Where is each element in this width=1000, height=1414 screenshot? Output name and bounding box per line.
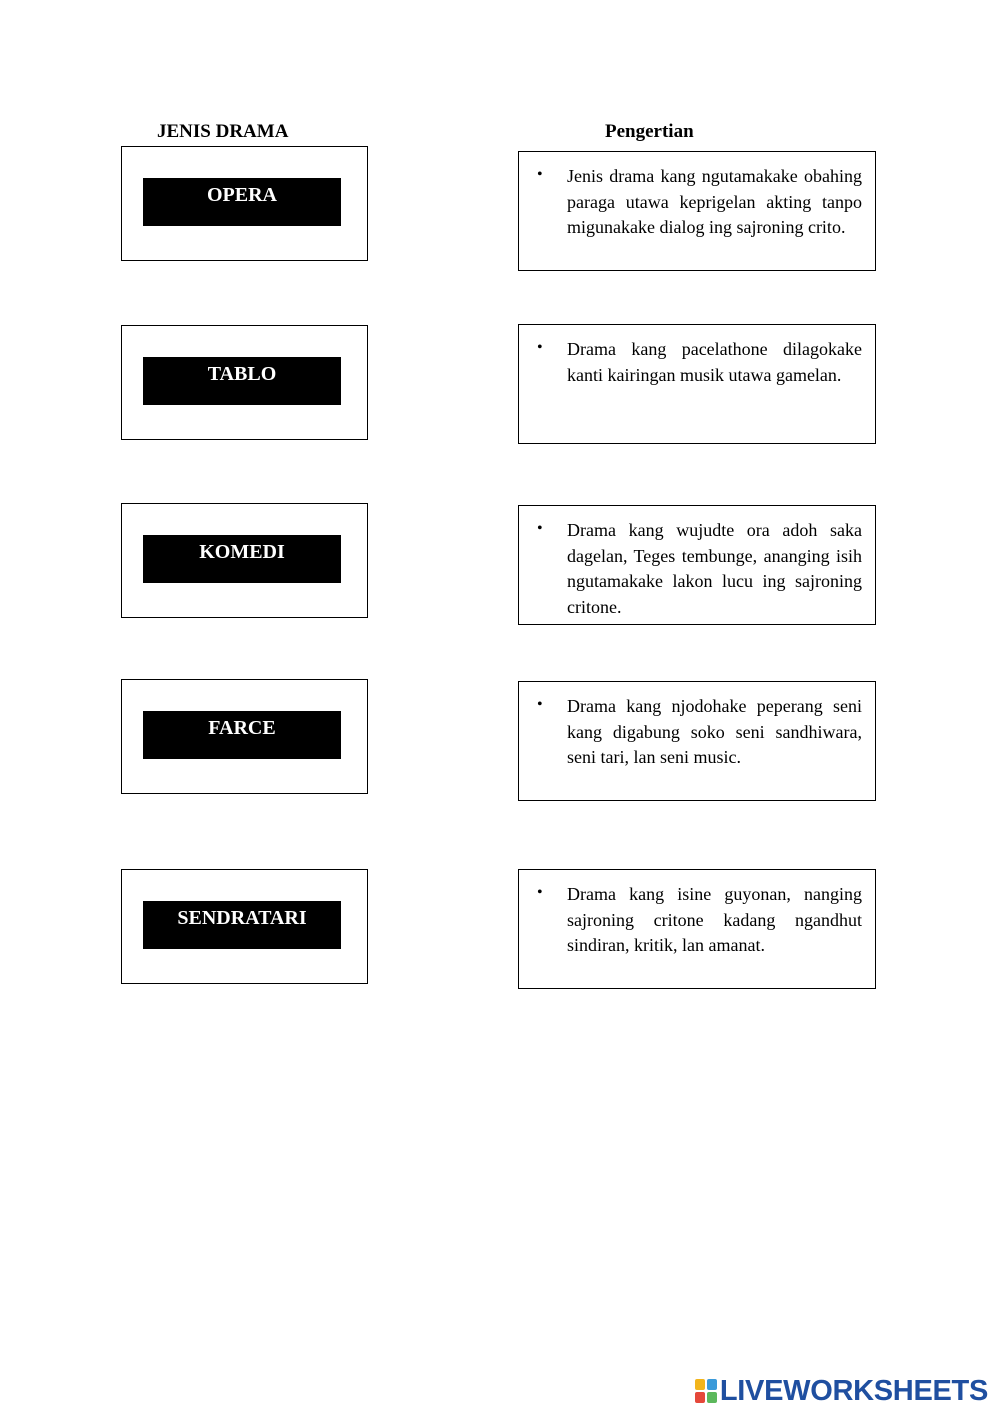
definition-text: Drama kang njodohake peperang seni kang digabung soko seni sandhiwara, seni tari, lan seni music.: [567, 696, 862, 767]
term-box-komedi[interactable]: [121, 503, 368, 618]
term-label[interactable]: TABLO: [143, 357, 341, 405]
definition-text: Drama kang isine guyonan, nanging sajroning critone kadang ngandhut sindiran, kritik, lan amanat.: [567, 884, 862, 955]
bullet-icon: •: [537, 520, 543, 537]
logo-square: [707, 1379, 717, 1390]
definition-box-2[interactable]: [518, 324, 876, 444]
logo-square: [695, 1392, 705, 1403]
definition-text: Drama kang pacelathone dilagokake kanti kairingan musik utawa gamelan.: [567, 339, 862, 385]
term-label[interactable]: FARCE: [143, 711, 341, 759]
definition-text: Jenis drama kang ngutamakake obahing paraga utawa keprigelan akting tanpo migunakake dialog ing sajroning crito.: [567, 166, 862, 237]
watermark-text: LIVEWORKSHEETS: [719, 1375, 988, 1407]
column-header-jenis-drama: JENIS DRAMA: [157, 121, 289, 142]
definition-text: Drama kang wujudte ora adoh saka dagelan, Teges tembunge, ananging isih ngutamakake lakon lucu ing sajroning critone.: [567, 520, 862, 617]
term-label[interactable]: KOMEDI: [143, 535, 341, 583]
term-box-sendratari[interactable]: [121, 869, 368, 984]
term-label[interactable]: SENDRATARI: [143, 901, 341, 949]
term-box-opera[interactable]: [121, 146, 368, 261]
term-label[interactable]: OPERA: [143, 178, 341, 226]
definition-box-3[interactable]: [518, 505, 876, 625]
liveworksheets-logo-icon: [695, 1379, 717, 1403]
bullet-icon: •: [537, 166, 543, 183]
column-header-pengertian: Pengertian: [605, 121, 694, 142]
term-box-tablo[interactable]: [121, 325, 368, 440]
term-box-farce[interactable]: [121, 679, 368, 794]
liveworksheets-watermark: [695, 1374, 988, 1408]
logo-square: [707, 1392, 717, 1403]
bullet-icon: •: [537, 339, 543, 356]
definition-box-1[interactable]: [518, 151, 876, 271]
definition-box-5[interactable]: [518, 869, 876, 989]
bullet-icon: •: [537, 696, 543, 713]
definition-box-4[interactable]: [518, 681, 876, 801]
bullet-icon: •: [537, 884, 543, 901]
logo-square: [695, 1379, 705, 1390]
